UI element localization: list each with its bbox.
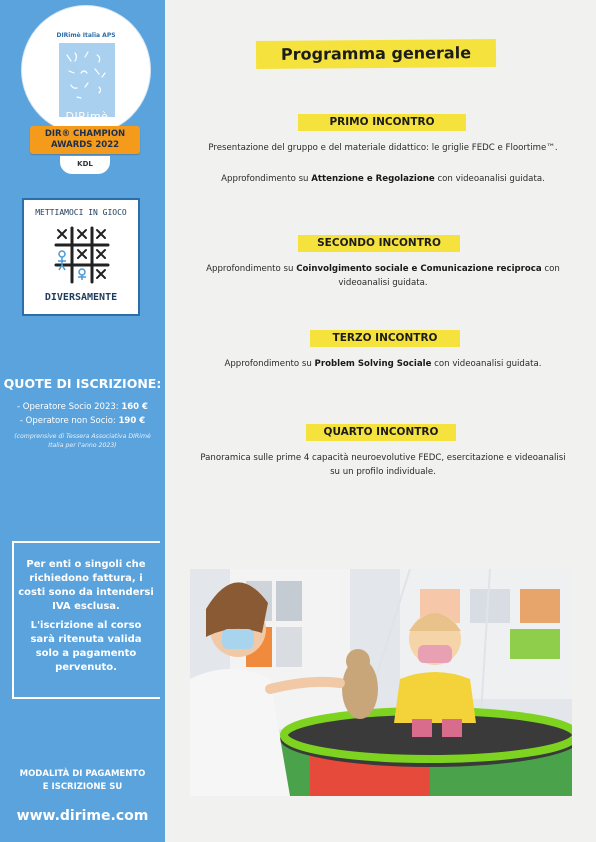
section-1-text-2 <box>200 172 566 186</box>
section-2-highlight: Coinvolgimento sociale e Comunicazione reciproca <box>296 264 542 274</box>
badge-artwork <box>58 42 116 118</box>
photo-illustration <box>190 569 572 796</box>
badge-org-name: DIRimè Italia APS <box>56 32 116 39</box>
section-title-4: QUARTO INCONTRO <box>306 424 456 441</box>
section-1-text-2-b: con videoanalisi guidata. <box>434 174 545 184</box>
fee-non-member-price: 190 € <box>118 416 146 426</box>
fees-note: (comprensive di Tessera Associativa DIRimè Italia per l'anno 2023) <box>14 433 151 449</box>
section-2-text <box>200 262 566 290</box>
sidebar <box>0 0 165 842</box>
section-2-text-a: Approfondimento su <box>206 264 297 274</box>
fee-non-member-label: - Operatore non Socio: <box>19 416 119 426</box>
payment-heading-line-1: MODALITÀ DI PAGAMENTO <box>19 769 146 779</box>
section-3-highlight: Problem Solving Sociale <box>314 359 432 369</box>
ribbon-line-1: DIR® CHAMPION <box>44 129 126 139</box>
section-title-2: SECONDO INCONTRO <box>298 235 460 252</box>
game-logo-box <box>22 198 140 316</box>
invoice-info-text: Per enti o singoli che richiedono fattura, i costi sono da intendersi IVA esclusa. <box>18 559 154 612</box>
champion-award-badge <box>22 6 150 134</box>
fee-member <box>0 402 165 412</box>
tic-tac-toe-icon <box>54 224 110 286</box>
payment-heading-line-2: E ISCRIZIONE SU <box>42 782 123 792</box>
section-title-3: TERZO INCONTRO <box>310 330 460 347</box>
section-4-text: Panoramica sulle prime 4 capacità neuroevolutive FEDC, esercitazione e videoanalisi su un profilo individuale. <box>200 453 566 477</box>
award-ribbon <box>30 126 140 154</box>
game-title: METTIAMOCI IN GIOCO <box>35 208 127 217</box>
section-3-text-a: Approfondimento su <box>224 359 315 369</box>
fee-member-price: 160 € <box>121 402 148 412</box>
section-3-text-b: con videoanalisi guidata. <box>431 359 542 369</box>
section-1-text-1: Presentazione del gruppo e del materiale didattico: le griglie FEDC e Floortime™. <box>208 143 558 153</box>
doodle-art-icon <box>59 43 117 119</box>
section-1-highlight: Attenzione e Regolazione <box>311 174 435 184</box>
payment-validity-text: L'iscrizione al corso sarà ritenuta valida solo a pagamento pervenuto. <box>30 620 142 673</box>
game-subtitle: DIVERSAMENTE <box>44 292 118 303</box>
section-1-text-2-a: Approfondimento su <box>221 174 312 184</box>
section-title-1: PRIMO INCONTRO <box>298 114 466 131</box>
fee-non-member <box>0 416 165 426</box>
section-3-text <box>200 357 566 371</box>
website-link[interactable]: www.dirime.com <box>16 808 149 824</box>
therapy-session-photo <box>190 569 572 796</box>
ribbon-line-2: AWARDS 2022 <box>50 140 120 150</box>
fee-member-label: - Operatore Socio 2023: <box>17 402 122 412</box>
fees-title: QUOTE DI ISCRIZIONE: <box>3 376 162 391</box>
payment-heading <box>0 768 165 794</box>
sponsor-logo: KDL <box>60 156 110 174</box>
section-2-text-b: con videoanalisi guidata. <box>338 264 560 288</box>
page-title: Programma generale <box>256 39 496 69</box>
dirime-logo: DIRimè <box>65 110 109 123</box>
